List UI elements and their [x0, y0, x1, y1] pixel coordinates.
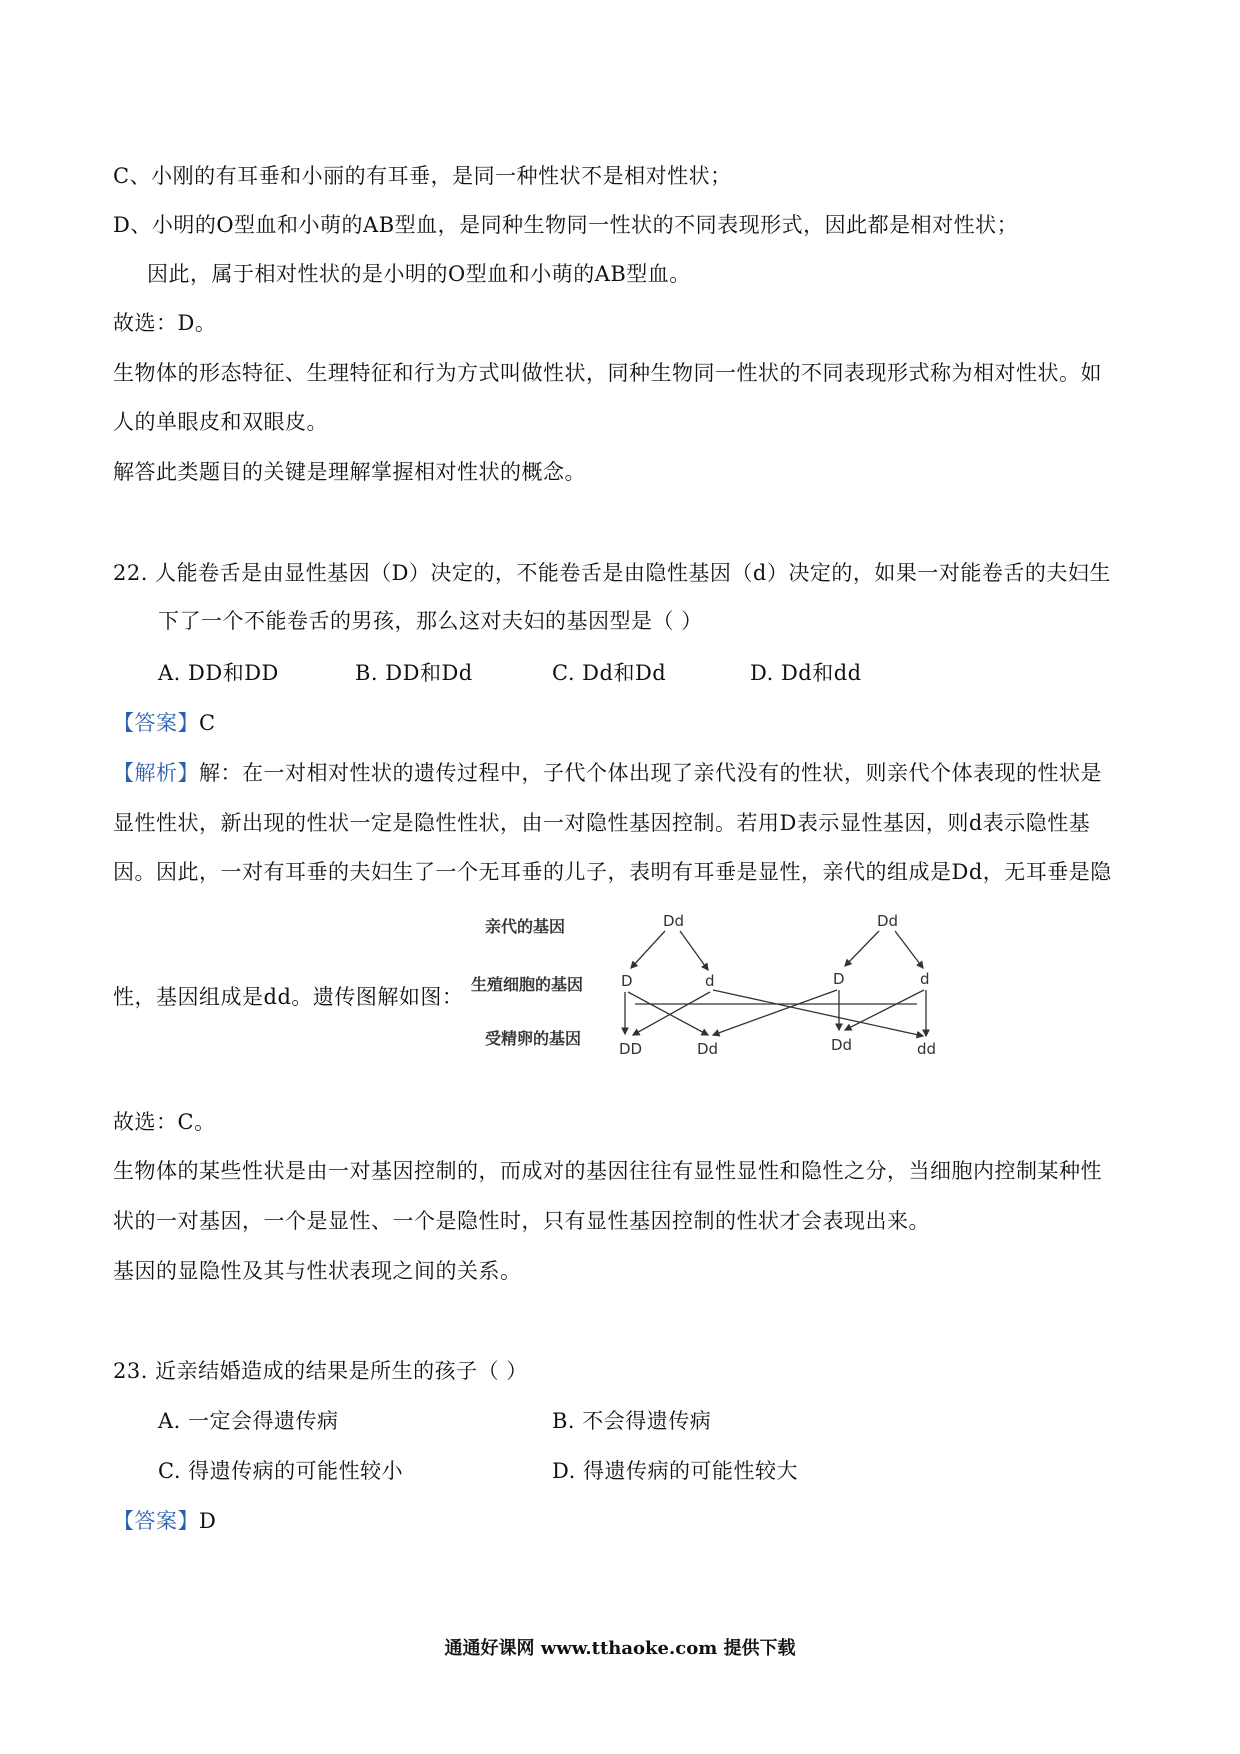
page-footer: 通通好课网 www.tthaoke.com 提供下载	[444, 1638, 796, 1659]
key-point-line: 解答此类题目的关键是理解掌握相对性状的概念。	[113, 460, 586, 484]
gamete-1: D	[621, 972, 633, 990]
q23-option-a: A. 一定会得遗传病	[158, 1409, 339, 1433]
q22-stem-line-2: 下了一个不能卷舌的男孩，那么这对夫妇的基因型是（ ）	[158, 609, 703, 633]
zygote-2: Dd	[697, 1040, 719, 1058]
q23-option-b: B. 不会得遗传病	[552, 1409, 712, 1433]
option-c-explanation: C、小刚的有耳垂和小丽的有耳垂，是同一种性状不是相对性状；	[113, 164, 732, 188]
parent-genotype-2: Dd	[877, 912, 899, 930]
row-label-zygote: 受精卵的基因	[485, 1029, 582, 1048]
genetic-diagram	[465, 904, 955, 1080]
answer-tag: 【答案】	[113, 1509, 199, 1533]
q22-choice-line: 故选：C。	[113, 1110, 216, 1134]
q22-option-a: A. DD和DD	[158, 661, 279, 685]
parent-genotype-1: Dd	[663, 912, 685, 930]
q22-stem-line-1: 22. 人能卷舌是由显性基因（D）决定的，不能卷舌是由隐性基因（d）决定的，如果一对能卷舌的夫妇生	[113, 561, 1111, 585]
concept-line-2: 人的单眼皮和双眼皮。	[113, 410, 328, 434]
q23-option-c: C. 得遗传病的可能性较小	[158, 1459, 404, 1483]
q22-explain-line-2: 状的一对基因，一个是显性、一个是隐性时，只有显性基因控制的性状才会表现出来。	[113, 1209, 930, 1233]
conclusion-line: 因此，属于相对性状的是小明的O型血和小萌的AB型血。	[147, 262, 691, 286]
answer-value: D	[199, 1509, 217, 1533]
row-label-gamete: 生殖细胞的基因	[471, 975, 584, 994]
analysis-text-1: 解：在一对相对性状的遗传过程中，子代个体出现了亲代没有的性状，则亲代个体表现的性状是	[199, 761, 1102, 785]
q22-option-b: B. DD和Dd	[355, 661, 473, 685]
q22-topic-line: 基因的显隐性及其与性状表现之间的关系。	[113, 1259, 522, 1283]
zygote-3: Dd	[831, 1036, 853, 1054]
zygote-4: dd	[917, 1040, 937, 1058]
q22-option-c: C. Dd和Dd	[552, 661, 667, 685]
zygote-1: DD	[619, 1040, 643, 1058]
gamete-2: d	[705, 972, 715, 990]
q22-answer-line	[113, 709, 216, 737]
analysis-tag: 【解析】	[113, 761, 199, 785]
q22-analysis-line-4: 性，基因组成是dd。遗传图解如图：	[113, 985, 464, 1009]
q23-option-d: D. 得遗传病的可能性较大	[552, 1459, 798, 1483]
choice-line: 故选：D。	[113, 311, 217, 335]
answer-tag: 【答案】	[113, 711, 199, 735]
gamete-4: d	[920, 970, 930, 988]
row-label-parent: 亲代的基因	[485, 917, 566, 936]
gamete-3: D	[833, 970, 845, 988]
q22-option-d: D. Dd和dd	[750, 661, 862, 685]
q22-explain-line-1: 生物体的某些性状是由一对基因控制的，而成对的基因往往有显性显性和隐性之分，当细胞内控制某种性	[113, 1159, 1102, 1183]
diagram-arrows	[625, 931, 926, 1036]
concept-line-1: 生物体的形态特征、生理特征和行为方式叫做性状，同种生物同一性状的不同表现形式称为相对性状。如	[113, 361, 1102, 385]
q22-analysis-line-1	[113, 759, 1102, 787]
q23-stem: 23. 近亲结婚造成的结果是所生的孩子（ ）	[113, 1359, 528, 1383]
q22-analysis-line-2: 显性性状，新出现的性状一定是隐性性状，由一对隐性基因控制。若用D表示显性基因，则d表示隐性基	[113, 811, 1091, 835]
answer-value: C	[199, 711, 216, 735]
q22-analysis-line-3: 因。因此，一对有耳垂的夫妇生了一个无耳垂的儿子，表明有耳垂是显性，亲代的组成是Dd，无耳垂是隐	[113, 860, 1112, 884]
option-d-explanation: D、小明的O型血和小萌的AB型血，是同种生物同一性状的不同表现形式，因此都是相对性状；	[113, 213, 1019, 237]
q23-answer-line	[113, 1507, 216, 1535]
